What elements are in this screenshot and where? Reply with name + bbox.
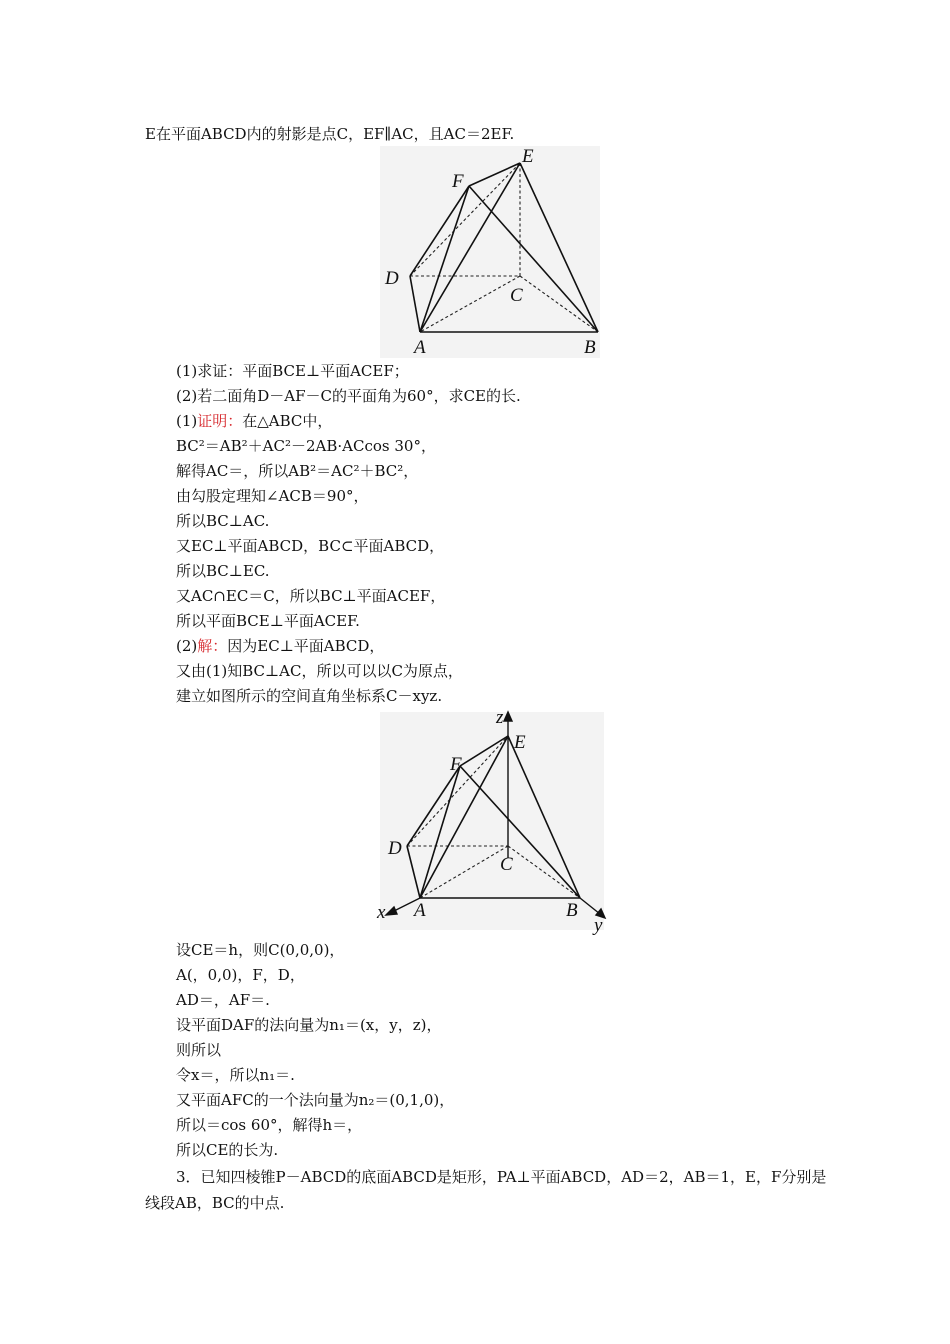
calc-line: 设CE＝h，则C(0,0,0)， [176,941,345,959]
label-D: D [385,268,399,289]
proof-line: 解得AC＝，所以AB²＝AC²＋BC²， [176,462,419,480]
proof-line: BC²＝AB²＋AC²－2AB·ACcos 30°， [176,437,436,455]
proof-line: 所以平面BCE⊥平面ACEF. [176,612,360,630]
label-C: C [500,854,513,875]
calc-line: 又平面AFC的一个法向量为n₂＝(0,1,0)， [176,1091,455,1109]
proof-head [176,411,332,431]
solution-tag: 解： [197,637,228,655]
label-F: F [450,754,462,775]
question-2: (2)若二面角D－AF－C的平面角为60°，求CE的长. [176,387,521,405]
label-F: F [452,171,464,192]
label-D: D [388,838,402,859]
label-C: C [510,285,523,306]
solution-head-rest: 因为EC⊥平面ABCD， [227,637,385,655]
proof-tag: 证明： [197,412,243,430]
problem-3-line-2: 线段AB，BC的中点. [145,1194,285,1212]
question-1: (1)求证：平面BCE⊥平面ACEF； [176,362,409,380]
label-E: E [514,732,526,753]
problem-3-line-1: 3．已知四棱锥P－ABCD的底面ABCD是矩形，PA⊥平面ABCD，AD＝2，AB＝1，E，F分别是 [176,1168,827,1186]
figure-2-diagram [372,708,612,936]
calc-line: 令x＝，所以n₁＝. [176,1066,295,1084]
figure-1-diagram [380,146,600,358]
calc-line: 则所以 [176,1041,222,1059]
proof-line: 所以BC⊥AC. [176,512,270,530]
label-E: E [522,146,534,167]
proof-line: 由勾股定理知∠ACB＝90°， [176,487,369,505]
proof-head-rest: 在△ABC中， [242,412,333,430]
proof-line: 又AC∩EC＝C，所以BC⊥平面ACEF， [176,587,446,605]
label-B: B [584,337,596,358]
label-B: B [566,900,578,921]
calc-line: 设平面DAF的法向量为n₁＝(x，y，z)， [176,1016,442,1034]
intro-line: E在平面ABCD内的射影是点C，EF∥AC，且AC＝2EF. [145,125,515,143]
figure-2 [372,708,612,936]
solution-line: 又由(1)知BC⊥AC，所以可以以C为原点， [176,662,463,680]
label-z: z [496,708,504,728]
label-A: A [414,337,426,358]
figure-1-bg [380,146,600,358]
label-x: x [377,902,386,923]
calc-line: A(，0,0)，F，D， [176,966,305,984]
label-y: y [594,915,603,936]
proof-line: 所以BC⊥EC. [176,562,270,580]
calc-line: 所以＝cos 60°，解得h＝， [176,1116,363,1134]
calc-line: AD＝，AF＝. [176,991,270,1009]
figure-1 [380,146,600,358]
proof-prefix: (1) [176,412,198,430]
label-A: A [414,900,426,921]
proof-line: 又EC⊥平面ABCD，BC⊂平面ABCD， [176,537,445,555]
calc-line: 所以CE的长为. [176,1141,279,1159]
solution-prefix: (2) [176,637,198,655]
solution-head [176,636,384,656]
solution-line: 建立如图所示的空间直角坐标系C－xyz. [176,687,443,705]
